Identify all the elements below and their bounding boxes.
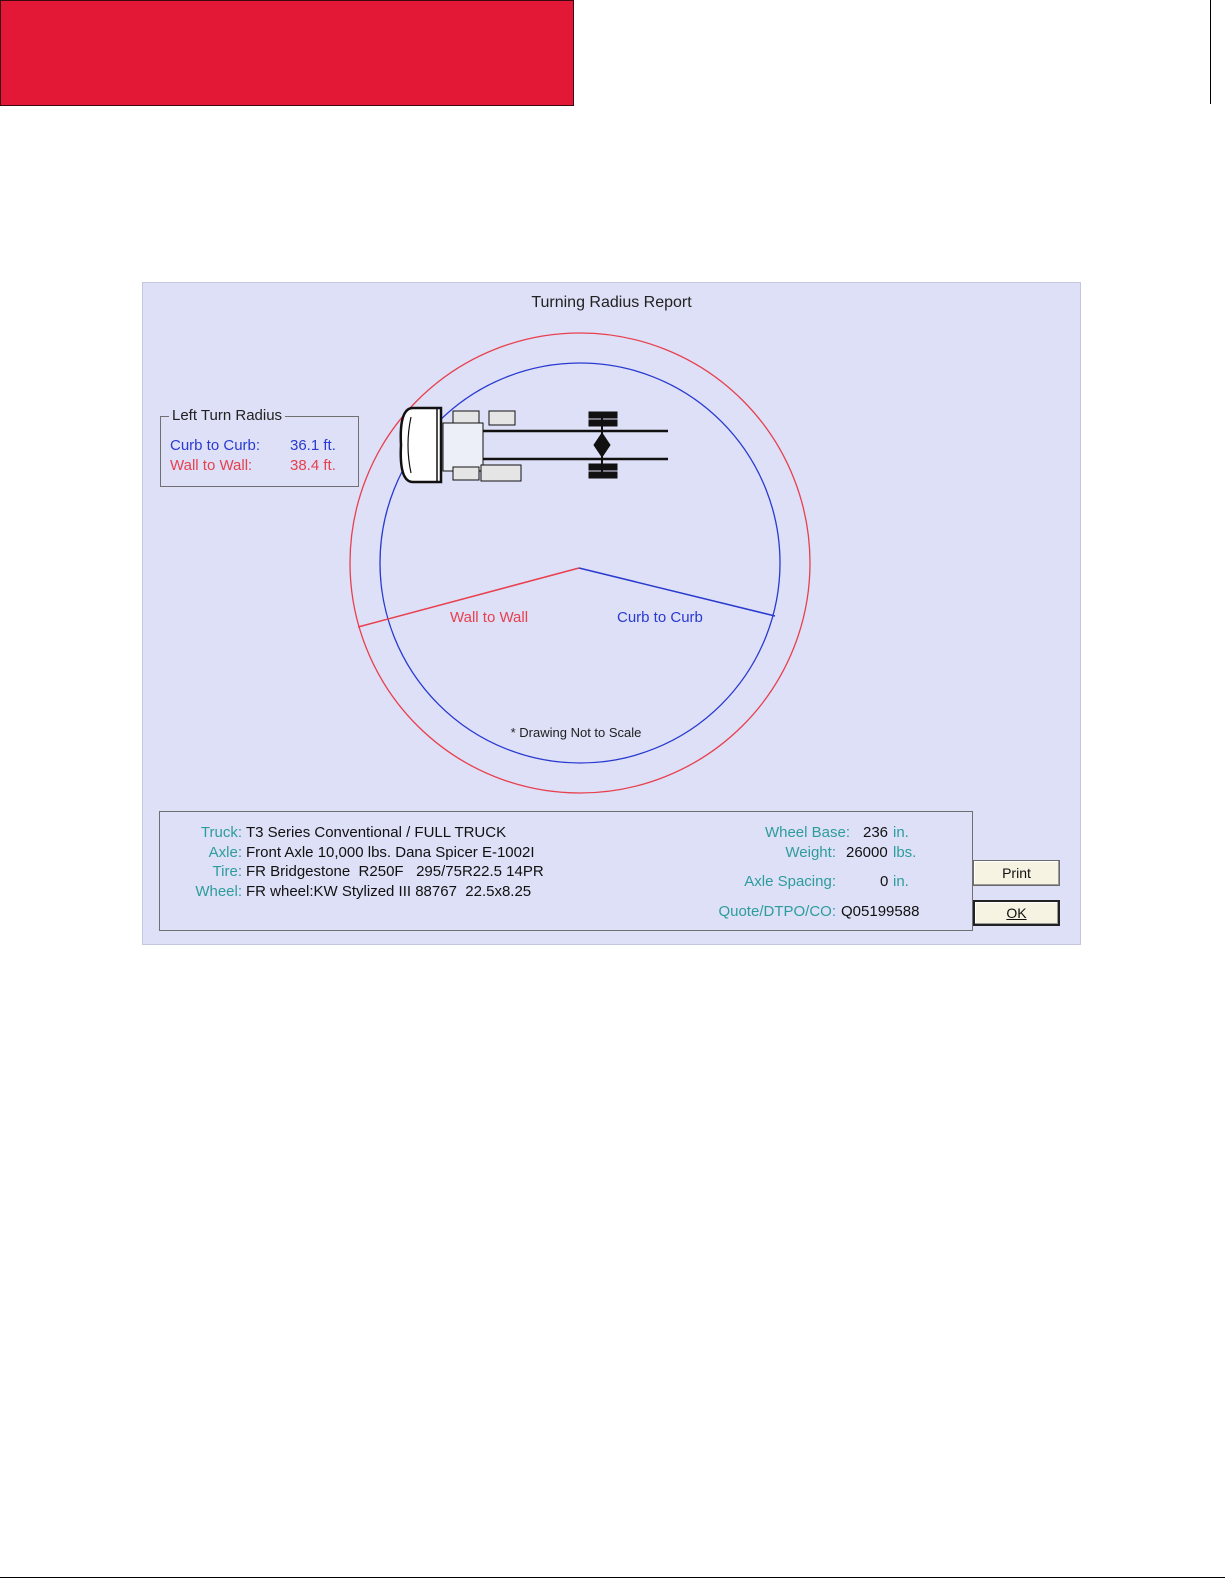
wall-to-wall-value: 38.4 ft. <box>290 457 336 474</box>
wall-to-wall-diagram-label: Wall to Wall <box>450 609 529 626</box>
left-turn-radius-group <box>160 407 359 487</box>
curb-to-curb-row <box>170 437 336 454</box>
turning-radius-report-window <box>142 282 1081 945</box>
curb-to-curb-label: Curb to Curb: <box>170 437 261 454</box>
weight-unit: lbs. <box>893 844 917 861</box>
ok-button-label: OK <box>1006 905 1027 921</box>
quote-label: Quote/DTPO/CO: <box>718 903 836 920</box>
wheel-base-label: Wheel Base: <box>764 824 850 841</box>
weight-value: 26000 <box>846 844 888 861</box>
not-to-scale-note: * Drawing Not to Scale <box>510 725 642 740</box>
tire-value: FR Bridgestone R250F 295/75R22.5 14PR <box>246 863 544 880</box>
truck-top-view <box>401 408 668 482</box>
axle-value: Front Axle 10,000 lbs. Dana Spicer E-1002I <box>246 844 535 861</box>
truck-label: Truck: <box>200 824 242 841</box>
axle-spacing-label: Axle Spacing: <box>744 873 836 890</box>
weight-label: Weight: <box>785 844 836 861</box>
tire-label: Tire: <box>212 863 242 880</box>
wall-to-wall-label: Wall to Wall: <box>170 457 253 474</box>
wall-to-wall-circle <box>350 333 810 793</box>
wheel-base-value: 236 <box>863 824 889 841</box>
curb-to-curb-value: 36.1 ft. <box>290 437 336 454</box>
page-bottom-rule <box>0 1577 1225 1578</box>
header-vertical-rule <box>1210 0 1211 104</box>
axle-spacing-unit: in. <box>893 873 909 890</box>
truck-info-panel <box>159 811 973 931</box>
wheel-value: FR wheel:KW Stylized III 88767 22.5x8.25 <box>246 883 532 900</box>
curb-to-curb-diagram-label: Curb to Curb <box>617 609 703 626</box>
print-button[interactable]: Print <box>973 860 1060 886</box>
report-title: Turning Radius Report <box>531 294 692 311</box>
truck-value: T3 Series Conventional / FULL TRUCK <box>246 824 507 841</box>
wall-to-wall-row <box>170 457 336 474</box>
red-header-banner <box>0 0 574 106</box>
axle-spacing-value: 0 <box>880 873 889 890</box>
quote-value: Q05199588 <box>841 903 920 920</box>
left-turn-radius-legend: Left Turn Radius <box>169 407 285 424</box>
wheel-base-unit: in. <box>893 824 909 841</box>
ok-button[interactable] <box>973 900 1060 926</box>
axle-label: Axle: <box>208 844 242 861</box>
wheel-label: Wheel: <box>195 883 242 900</box>
